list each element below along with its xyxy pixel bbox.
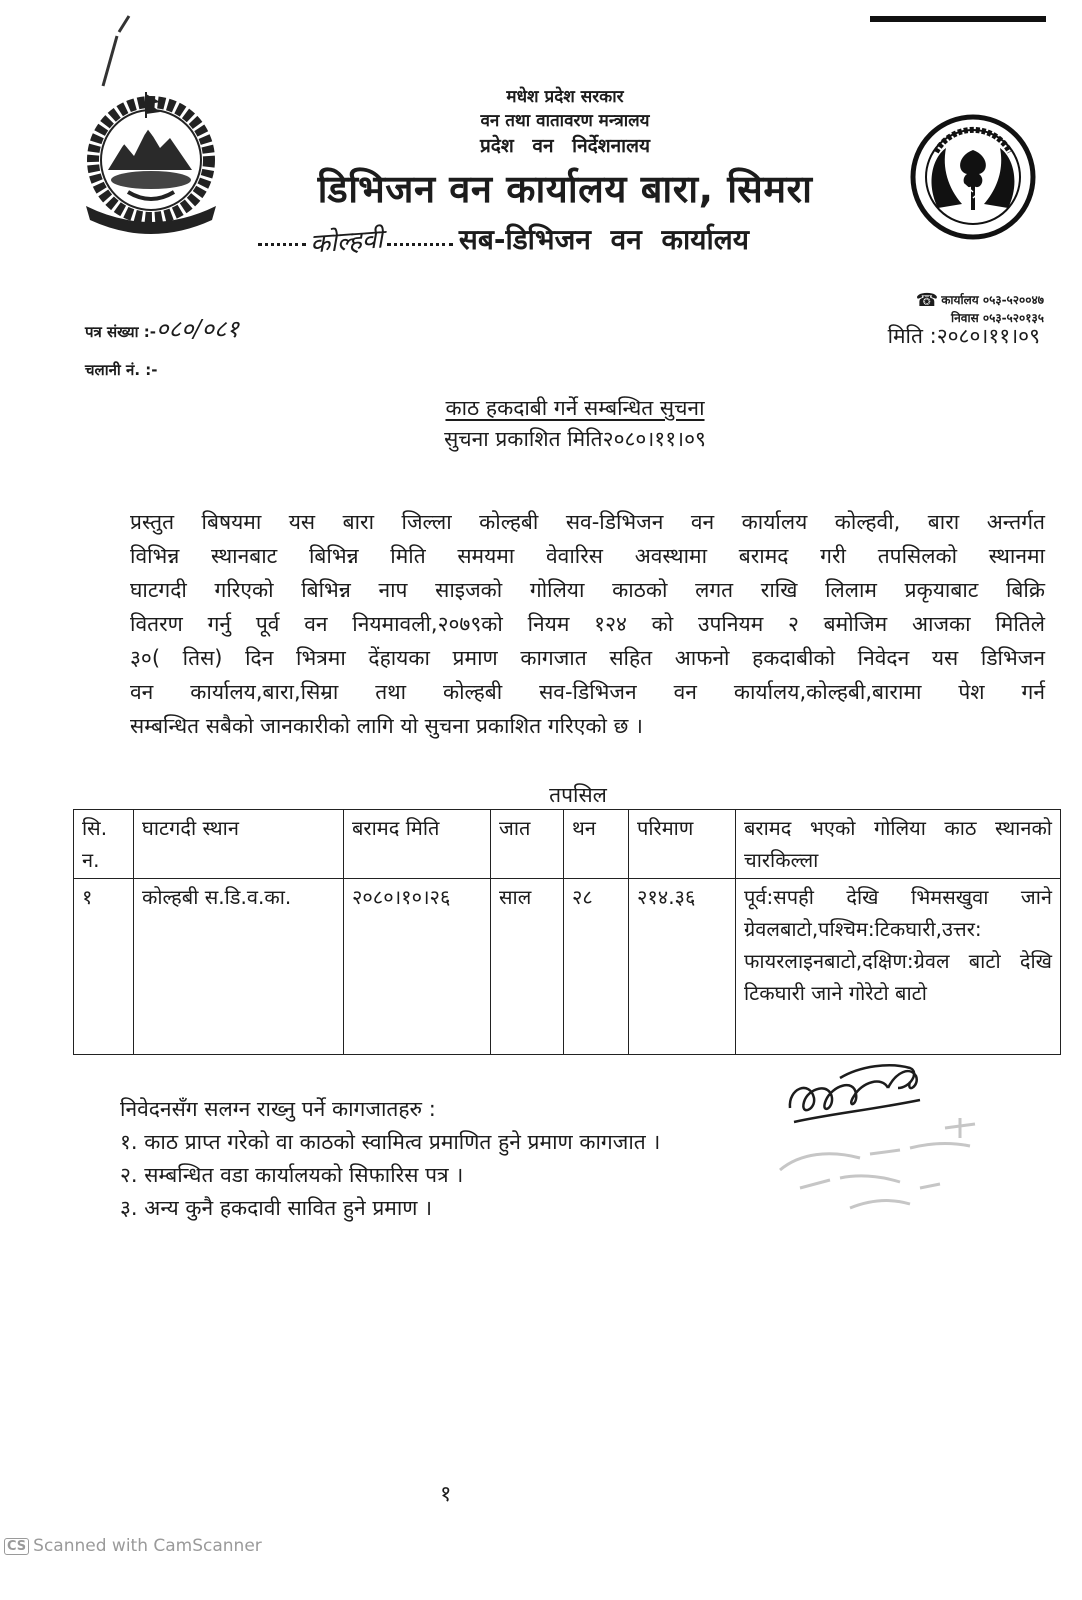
- government-name: मधेश प्रदेश सरकार: [506, 87, 624, 107]
- notice-title-text: काठ हकदाबी गर्ने सम्बन्धित सुचना: [445, 396, 705, 420]
- faded-stamp: [780, 1118, 975, 1208]
- cell-place: कोल्हबी स.डि.व.का.: [134, 879, 344, 1055]
- header-count: थन: [564, 810, 629, 879]
- header-serial: सि. न.: [74, 810, 134, 879]
- cell-count: २८: [564, 879, 629, 1055]
- paragraph-line: सम्बन्धित सबैको जानकारीको लागि यो सुचना प्रकाशित गरिएको छ ।: [130, 714, 643, 738]
- camscanner-badge: CS: [4, 1538, 29, 1555]
- office-phone-text: कार्यालय ०५३-५२००४७: [941, 293, 1044, 307]
- list-item: १. काठ प्राप्त गरेको वा काठको स्वामित्व प्रमाणित हुने प्रमाण कागजात ।: [120, 1130, 661, 1154]
- office-phone: [916, 290, 1044, 311]
- header-date: बरामद मिति: [344, 810, 491, 879]
- reference-value: ०८०/०८१: [155, 315, 239, 343]
- reference-number: [85, 312, 239, 345]
- letter-date: मिति :२०८०।११।०९: [887, 324, 1040, 348]
- signature: [790, 1065, 920, 1122]
- scan-artifact-stroke: [95, 10, 135, 90]
- paragraph-line: ३०( तिस) दिन भित्रमा देंहायका प्रमाण कागजात सहित आफनो हकदाबीको निवेदन यस डिभिजन: [130, 646, 1045, 670]
- header-boundary: बरामद भएको गोलिया काठ स्थानको चारकिल्ला: [736, 810, 1061, 879]
- dotted-fill: [258, 243, 306, 246]
- cell-boundary: पूर्व:सपही देखि भिमसखुवा जाने ग्रेवलबाटो,पश्चिम:टिकघारी,उत्तर: फायरलाइनबाटो,दक्षिण:ग्रेवल बाटो देखि टिकघारी जाने गोरेटो बाटो: [736, 879, 1061, 1055]
- notice-paragraph: [130, 505, 1045, 743]
- header-volume: परिमाण: [629, 810, 736, 879]
- residence-phone: निवास ०५३-५२०१३५: [951, 311, 1044, 325]
- directorate-name: प्रदेश वन निर्देशनालय: [479, 135, 650, 157]
- header-place: घाटगदी स्थान: [134, 810, 344, 879]
- paragraph-line: विभिन्न स्थानबाट बिभिन्न मिति समयमा वेवारिस अवस्थामा बरामद गरी तपसिलको स्थानमा: [130, 544, 1045, 568]
- table-header-row: [74, 810, 1061, 879]
- sub-office-handwritten: कोल्हवी: [309, 224, 385, 260]
- required-documents-heading: निवेदनसँग सलग्न राख्नु पर्ने कागजातहरु :: [120, 1097, 436, 1121]
- reference-label: पत्र संख्या :-: [85, 323, 156, 341]
- nepal-emblem-logo: [76, 88, 226, 238]
- cell-volume: २१४.३६: [629, 879, 736, 1055]
- cell-species: साल: [491, 879, 564, 1055]
- page-number: १: [440, 1482, 452, 1507]
- ministry-name: वन तथा वातावरण मन्त्रालय: [480, 111, 650, 131]
- sub-office-name: सब-डिभिजन वन कार्यालय: [458, 223, 750, 256]
- forest-office-logo: [908, 112, 1038, 242]
- paragraph-line: घाटगदी गरिएको बिभिन्न नाप साइजको गोलिया काठको लगत राखि लिलाम प्रकृयाबाट बिक्रि: [130, 578, 1045, 602]
- notice-title: [0, 393, 1082, 423]
- list-item: २. सम्बन्धित वडा कार्यालयको सिफारिस पत्र ।: [120, 1163, 464, 1187]
- scanner-watermark: [4, 1536, 262, 1556]
- cell-serial: १: [74, 879, 134, 1055]
- paragraph-line: प्रस्तुत बिषयमा यस बारा जिल्ला कोल्हबी सव-डिभिजन वन कार्यालय कोल्हवी, बारा अन्तर्गत: [130, 510, 1045, 534]
- table-caption: तपसिल: [549, 783, 607, 807]
- dispatch-number-label: चलानी नं. :-: [85, 361, 158, 379]
- signature-and-stamp: [770, 1058, 1010, 1228]
- scan-artifact-bar: [870, 16, 1046, 22]
- notice-published-date: सुचना प्रकाशित मिति२०८०।११।०९: [444, 427, 706, 451]
- paragraph-line: वितरण गर्नु पूर्व वन नियमावली,२०७९को नियम १२४ को उपनियम २ बमोजिम आजका मितिले: [130, 612, 1045, 636]
- table-row: [74, 879, 1061, 1055]
- dotted-fill: [387, 243, 453, 246]
- camscanner-text: Scanned with CamScanner: [33, 1536, 262, 1556]
- phone-icon: ☎: [915, 290, 939, 311]
- sub-office-line: [258, 220, 878, 258]
- header-species: जात: [491, 810, 564, 879]
- timber-details-table: [73, 809, 1061, 1055]
- paragraph-line: वन कार्यालय,बारा,सिम्रा तथा कोल्हबी सव-डिभिजन वन कार्यालय,कोल्हबी,बारामा पेश गर्न: [130, 680, 1045, 704]
- list-item: ३. अन्य कुनै हकदावी सावित हुने प्रमाण ।: [120, 1196, 433, 1220]
- cell-date: २०८०।१०।२६: [344, 879, 491, 1055]
- office-name: डिभिजन वन कार्यालय बारा, सिमरा: [317, 167, 813, 211]
